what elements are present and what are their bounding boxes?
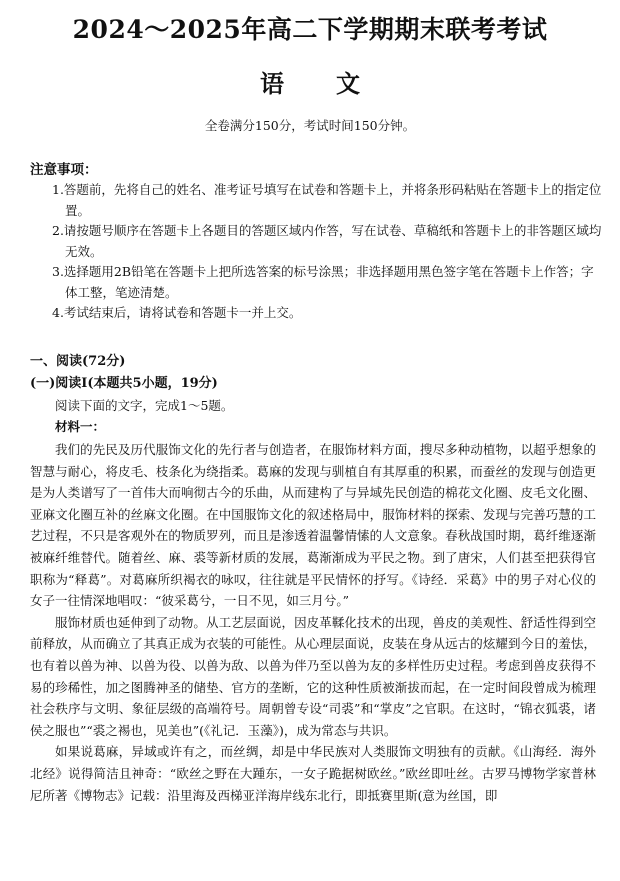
subject-heading: [0, 64, 620, 99]
subject-char: 文: [336, 69, 360, 98]
notice-item: 3.选择题用2B铅笔在答题卡上把所选答案的标号涂黑；非选择题用黑色签字笔在答题卡上作答；字体工整，笔迹清楚。: [52, 264, 594, 300]
passage-paragraph: 如果说葛麻，异域或许有之，而丝绸，却是中华民族对人类服饰文明独有的贡献。《山海经．海外北经》说得简洁且神奇：“欧丝之野在大踵东，一女子跪据树欧丝。”欧丝即吐丝。古罗马博物学家普林尼所著《博物志》记载：沿里海及西梯亚洋海岸线东北行，即抵赛里斯(意为丝国，即: [30, 744, 596, 803]
exam-meta: 全卷满分150分，考试时间150分钟。: [204, 118, 416, 133]
passage-paragraph: 服饰材质也延伸到了动物。从工艺层面说，因皮革鞣化技术的出现，兽皮的美观性、舒适性得到空前释放，从而确立了其真正成为衣装的可能性。从心理层面说，皮装在身从远古的炫耀到今日的羞怯，也有着以兽为神、以兽为役、以兽为敌、以兽为伴乃至以兽为友的多样性历史过程。考虑到兽皮获得不易的珍稀性，加之图腾神圣的储垫、官方的垄断，它的这种性质被渐拔而起，在一定时间段曾成为梳理社会秩序与文明、象征层级的高端符号。周朝曾专设“司裘”和“掌皮”之官职。在这时，“锦衣狐裘，诸侯之服也”“裘之裼也，见美也”(《礼记．玉藻》)，成为常态与共识。: [30, 614, 596, 738]
notice-item: 1.答题前，先将自己的姓名、准考证号填写在试卷和答题卡上，并将条形码粘贴在答题卡上的指定位置。: [52, 182, 602, 218]
notice-heading: 注意事项：: [30, 162, 98, 178]
subject-char: 语: [260, 69, 284, 98]
section-heading: 一、阅读(72分): [30, 354, 126, 369]
notice-list: [52, 180, 602, 324]
material-label: 材料一：: [55, 419, 106, 434]
notice-item: 4.考试结束后，请将试卷和答题卡一并上交。: [52, 305, 302, 320]
reading-instruction: 阅读下面的文字，完成1～5题。: [55, 398, 234, 413]
subsection-heading: (一)阅读Ⅰ(本题共5小题，19分): [30, 376, 218, 391]
passage-body: [30, 439, 596, 806]
notice-item: 2.请按题号顺序在答题卡上各题目的答题区域内作答，写在试卷、草稿纸和答题卡上的非答题区域均无效。: [52, 223, 602, 259]
exam-title: 2024～2025年高二下学期期末联考考试: [72, 15, 548, 44]
passage-paragraph: 我们的先民及历代服饰文化的先行者与创造者，在服饰材料方面，搜尽多种动植物，以超乎想象的智慧与耐心，将皮毛、枝条化为绕指柔。葛麻的发现与驯植自有其厚重的积累，而蚕丝的发现与创造更是为人类谱写了一首伟大而响彻古今的乐曲，从而建构了与异域先民创造的棉花文化圈、皮毛文化圈、亚麻文化圈互补的丝麻文化圈。在中国服饰文化的叙述格局中，服饰材料的探索、发现与完善巧慧的工艺过程，不只是客观外在的物质罗列，而且是渗透着温馨情愫的人文意象。春秋战国时期，葛纤维逐渐被麻纤维替代。随着丝、麻、裘等新材质的发展，葛渐渐成为平民之物。到了唐宋，人们甚至把获得官职称为“释葛”。对葛麻所织褐衣的咏叹，往往就是平民情怀的抒写。《诗经．采葛》中的男子对心仪的女子一往情深地唱叹：“彼采葛兮，一日不见，如三月兮。”: [30, 442, 596, 609]
